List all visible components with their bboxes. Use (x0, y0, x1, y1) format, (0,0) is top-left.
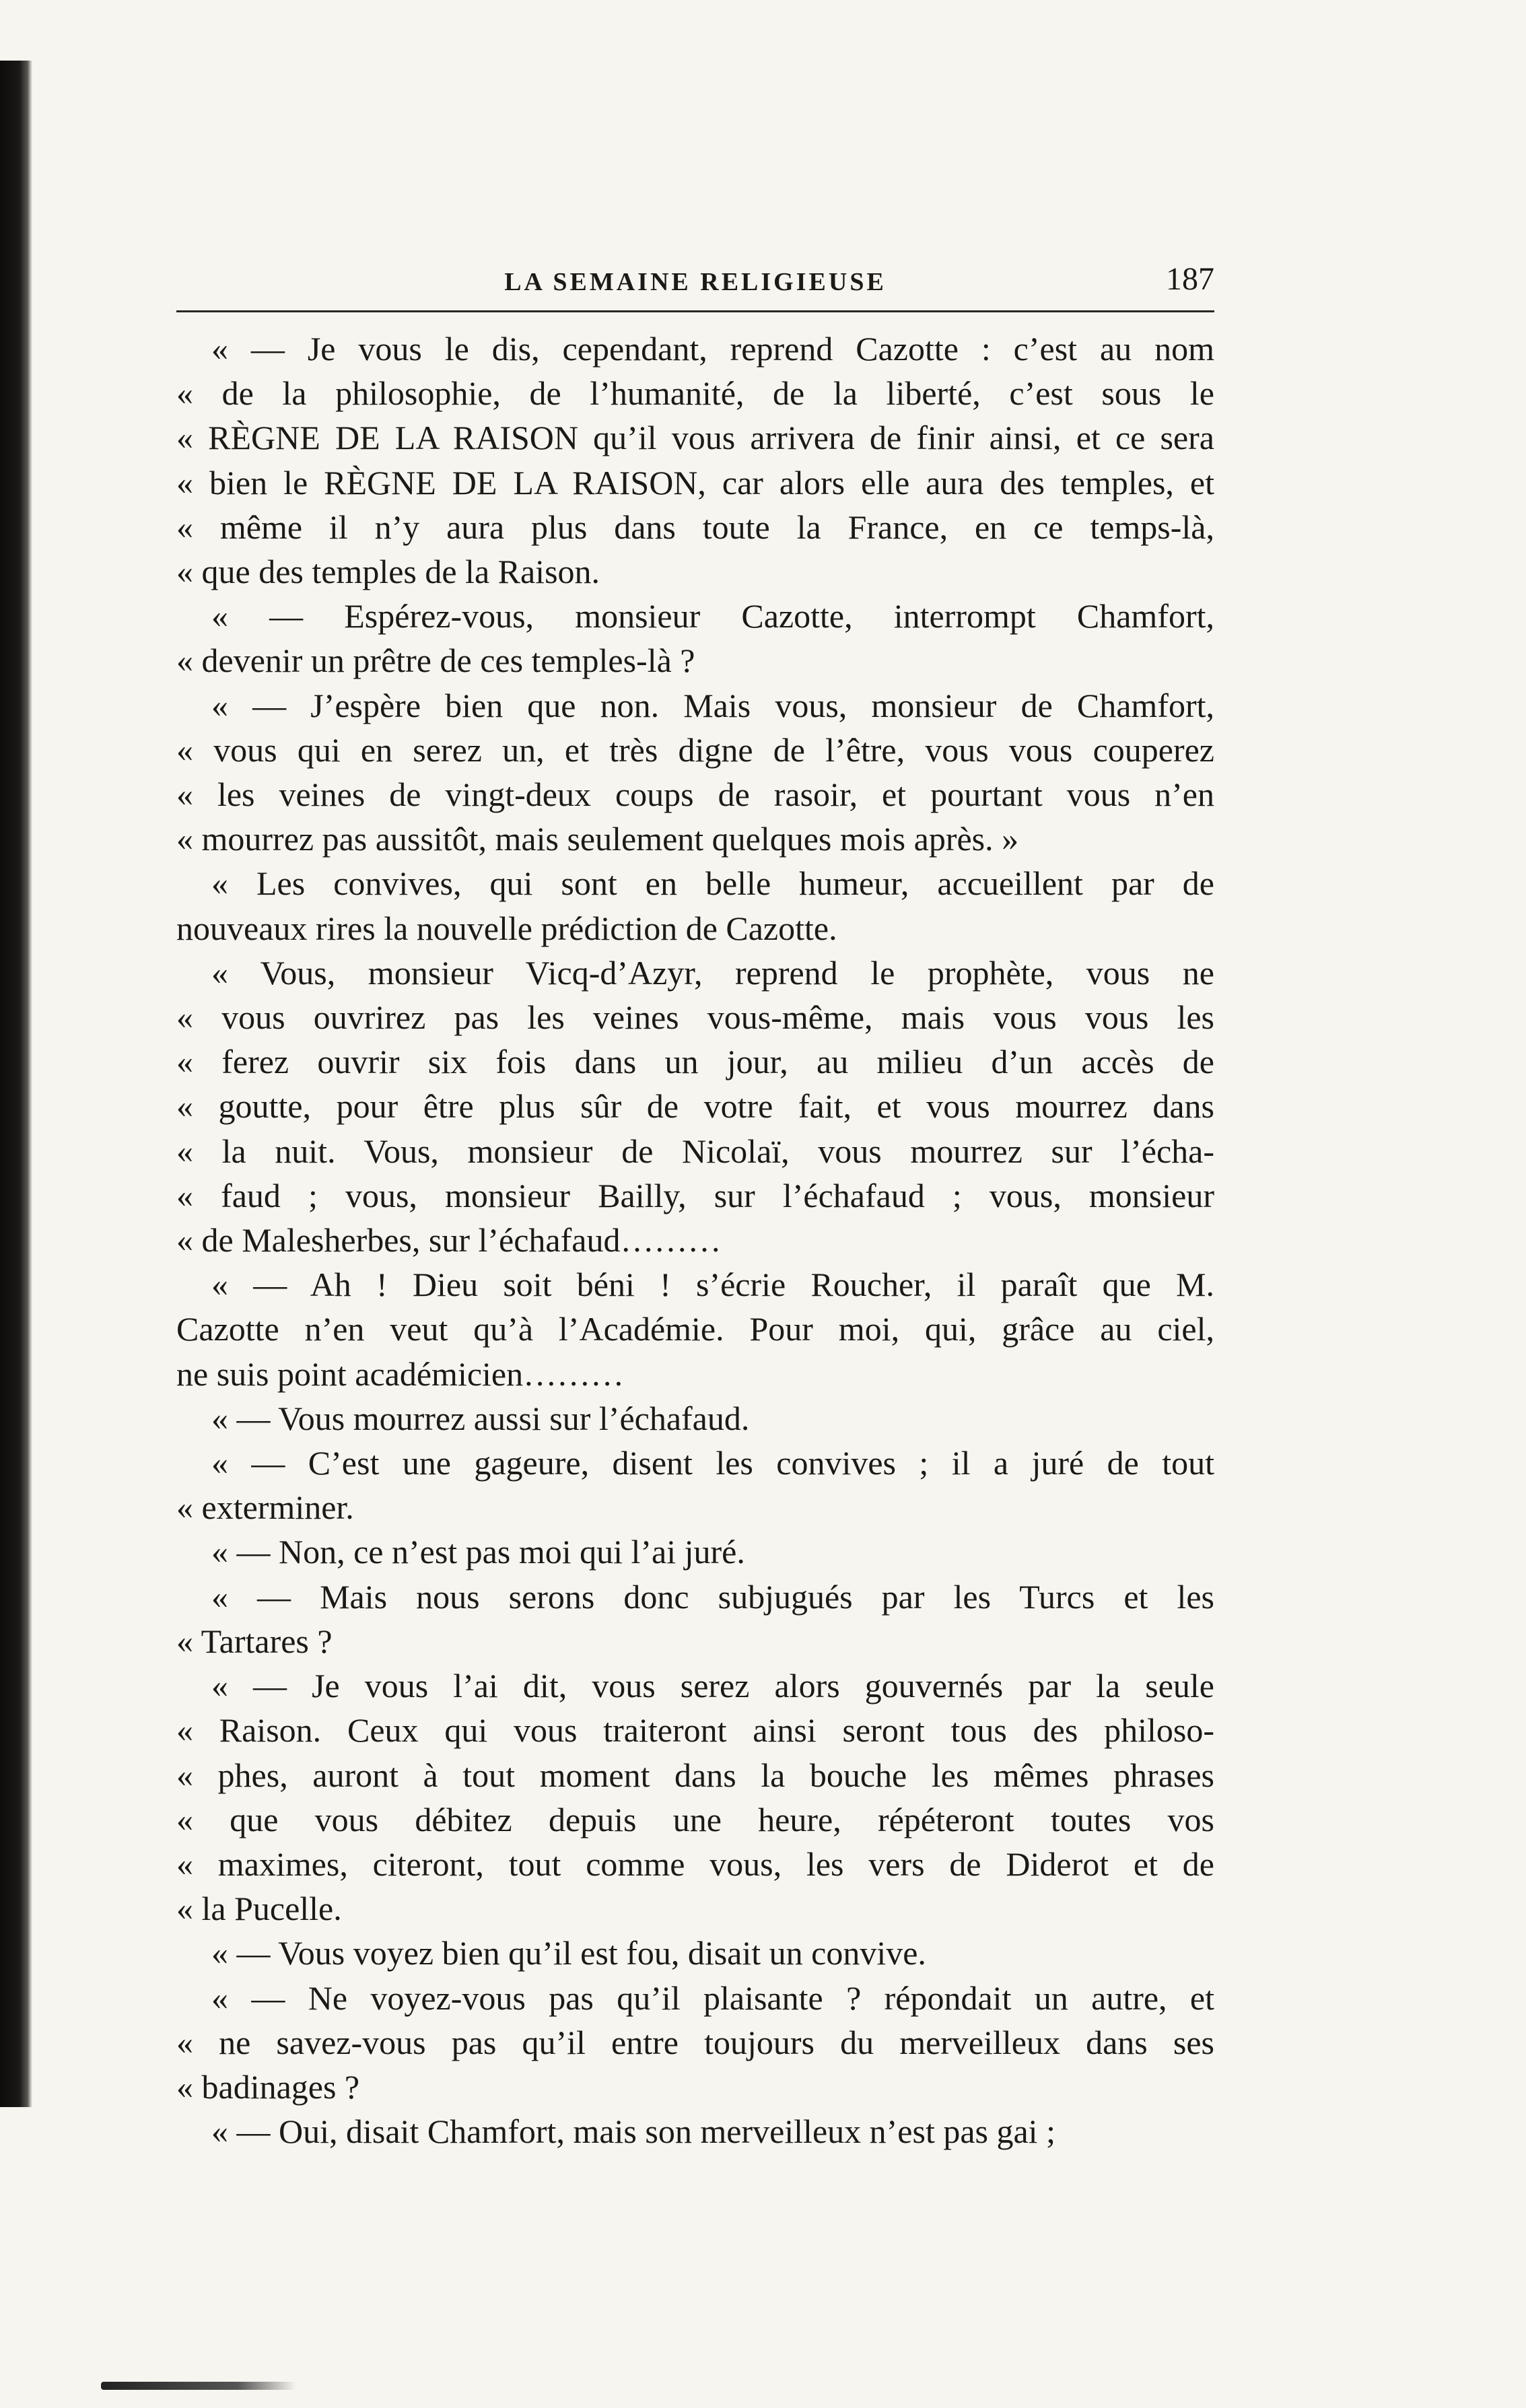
text-line: « — Oui, disait Chamfort, mais son merveilleux n’est pas gai ; (211, 2112, 1055, 2151)
running-title: LA SEMAINE RELIGIEUSE (504, 268, 887, 296)
text-line: « que des temples de la Raison. (176, 553, 600, 591)
text-line: « faud ; vous, monsieur Bailly, sur l’échafaud ; vous, monsieur (176, 1176, 1214, 1214)
text-line: « exterminer. (176, 1488, 354, 1527)
text-line: « la nuit. Vous, monsieur de Nicolaï, vous mourrez sur l’écha- (176, 1132, 1214, 1170)
text-line: « de Malesherbes, sur l’échafaud……… (176, 1221, 722, 1260)
paragraph (176, 951, 1214, 1262)
header-rule (176, 310, 1214, 312)
text-line: « vous qui en serez un, et très digne de l’être, vous vous couperez (176, 730, 1214, 769)
text-line: « goutte, pour être plus sûr de votre fait, et vous mourrez dans (176, 1087, 1214, 1126)
body-text (176, 326, 1214, 2154)
text-line: « que vous débitez depuis une heure, répéteront toutes vos (176, 1800, 1214, 1838)
text-line: « badinages ? (176, 2067, 360, 2106)
running-header (176, 259, 1214, 313)
text-line: « ferez ouvrir six fois dans un jour, au milieu d’un accès de (176, 1043, 1214, 1081)
text-line: « maximes, citeront, tout comme vous, les vers de Diderot et de (176, 1845, 1214, 1883)
text-line: « la Pucelle. (176, 1890, 342, 1928)
paragraph (176, 1575, 1214, 1663)
paragraph (176, 1931, 1214, 1975)
page-number: 187 (1166, 261, 1214, 297)
text-line: « — Vous voyez bien qu’il est fou, disait un convive. (211, 1934, 926, 1972)
text-line: « vous ouvrirez pas les veines vous-même, mais vous vous les (176, 998, 1214, 1037)
paragraph (176, 326, 1214, 594)
text-line: « — Mais nous serons donc subjugués par les Turcs et les (211, 1577, 1214, 1616)
text-line: nouveaux rires la nouvelle prédiction de Cazotte. (176, 909, 837, 947)
paragraph (176, 1976, 1214, 2110)
text-line: ne suis point académicien……… (176, 1354, 625, 1393)
paragraph (176, 1529, 1214, 1574)
text-line: « — J’espère bien que non. Mais vous, monsieur de Chamfort, (211, 686, 1214, 724)
paragraph (176, 861, 1214, 950)
paragraph (176, 683, 1214, 862)
paragraph (176, 2109, 1214, 2154)
text-line: « — Espérez-vous, monsieur Cazotte, interrompt Chamfort, (211, 597, 1214, 635)
text-line: « — Ne voyez-vous pas qu’il plaisante ? répondait un autre, et (211, 1979, 1214, 2017)
paragraph (176, 1441, 1214, 1529)
text-line: « mourrez pas aussitôt, mais seulement quelques mois après. » (176, 820, 1019, 858)
text-line: « — Vous mourrez aussi sur l’échafaud. (211, 1399, 750, 1437)
paragraph (176, 594, 1214, 683)
text-line: « les veines de vingt-deux coups de rasoir, et pourtant vous n’en (176, 776, 1214, 814)
text-line: « Tartares ? (176, 1622, 333, 1660)
text-line: « — Non, ce n’est pas moi qui l’ai juré. (211, 1533, 745, 1571)
text-line: Cazotte n’en veut qu’à l’Académie. Pour moi, qui, grâce au ciel, (176, 1310, 1214, 1348)
text-line: « — Ah ! Dieu soit béni ! s’écrie Roucher, il paraît que M. (211, 1266, 1214, 1304)
scan-edge-mark (101, 2382, 296, 2390)
text-line: « — Je vous l’ai dit, vous serez alors gouvernés par la seule (211, 1667, 1214, 1705)
text-line: « bien le RÈGNE DE LA RAISON, car alors elle aura des temples, et (176, 463, 1214, 502)
paragraph (176, 1396, 1214, 1441)
text-line: « Vous, monsieur Vicq-d’Azyr, reprend le prophète, vous ne (211, 953, 1214, 992)
text-line: « phes, auront à tout moment dans la bouche les mêmes phrases (176, 1756, 1214, 1794)
text-line: « même il n’y aura plus dans toute la France, en ce temps-là, (176, 508, 1214, 546)
paragraph (176, 1663, 1214, 1931)
text-line: « Raison. Ceux qui vous traiteront ainsi seront tous des philoso- (176, 1711, 1214, 1750)
text-line: « Les convives, qui sont en belle humeur, accueillent par de (211, 864, 1214, 903)
book-page (176, 259, 1214, 2154)
text-line: « — C’est une gageure, disent les convives ; il a juré de tout (211, 1444, 1214, 1482)
text-line: « devenir un prêtre de ces temples-là ? (176, 642, 695, 680)
text-line: « ne savez-vous pas qu’il entre toujours du merveilleux dans ses (176, 2023, 1214, 2061)
paragraph (176, 1262, 1214, 1396)
text-line: « — Je vous le dis, cependant, reprend Cazotte : c’est au nom (211, 330, 1214, 368)
text-line: « RÈGNE DE LA RAISON qu’il vous arrivera de finir ainsi, et ce sera (176, 419, 1214, 457)
text-line: « de la philosophie, de l’humanité, de la liberté, c’est sous le (176, 374, 1214, 413)
binding-shadow (0, 61, 32, 2107)
